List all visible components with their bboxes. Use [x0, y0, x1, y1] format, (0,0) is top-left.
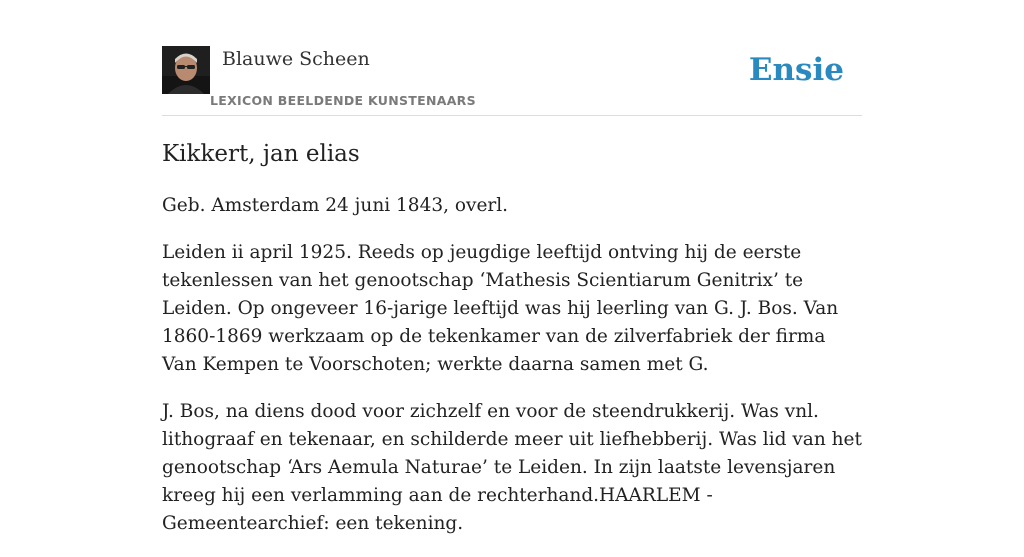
article-paragraph: Geb. Amsterdam 24 juni 1843, overl.	[162, 195, 509, 216]
article-paragraph: Leiden ii april 1925. Reeds op jeugdige leeftijd ontving hij de eerste tekenlessen van het genootschap ‘Mathesis Scientiarum Genitrix’ te Leiden. Op ongeveer 16-jarige leeftijd was hij leerling van G. J. Bos. Van 1860-1869 werkzaam op de tekenkamer van de zilverfabriek der firma Van Kempen te Voorschoten; werkte daarna samen met G.	[162, 242, 839, 375]
article-title: Kikkert, jan elias	[162, 141, 360, 167]
article-body	[162, 192, 862, 557]
article-header	[162, 46, 862, 116]
brand-logo[interactable]: Ensie	[748, 52, 844, 88]
article-paragraph: J. Bos, na diens dood voor zichzelf en voor de steendrukkerij. Was vnl. lithograaf en tekenaar, en schilderde meer uit liefhebberij. Was lid van het genootschap ‘Ars Aemula Naturae’ te Leiden. In zijn laatste levensjaren kreeg hij een verlamming aan de rechterhand.HAARLEM -Gemeentearchief: een tekening.	[162, 401, 862, 534]
user-photo-icon	[162, 46, 210, 94]
author-avatar[interactable]	[162, 46, 210, 94]
collection-label[interactable]: LEXICON BEELDENDE KUNSTENAARS	[210, 93, 476, 108]
author-name[interactable]: Blauwe Scheen	[222, 48, 370, 70]
